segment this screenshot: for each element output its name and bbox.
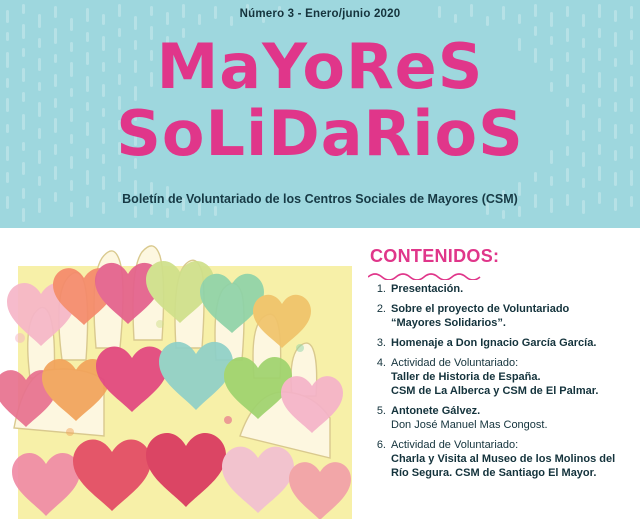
toc-text	[391, 356, 638, 398]
toc-line: Sobre el proyecto de Voluntariado	[391, 303, 570, 315]
lower-section	[0, 228, 640, 519]
wave-divider-icon	[368, 272, 488, 280]
toc-line: Actividad de Voluntariado:	[391, 357, 519, 369]
toc-text	[391, 404, 638, 432]
toc-line: Actividad de Voluntariado:	[391, 439, 519, 451]
toc-line: CSM de La Alberca y CSM de El Palmar.	[391, 385, 599, 397]
toc-number: 3.	[376, 337, 386, 349]
toc-line: Río Segura. CSM de Santiago El Mayor.	[391, 467, 597, 479]
toc-text	[391, 336, 638, 350]
toc-number: 2.	[376, 303, 386, 315]
list-item[interactable]	[366, 438, 638, 480]
toc-line: Presentación.	[391, 283, 464, 295]
toc-line: Charla y Visita al Museo de los Molinos del	[391, 453, 616, 465]
toc-text	[391, 302, 638, 330]
list-item[interactable]	[366, 302, 638, 330]
toc-number: 1.	[376, 283, 386, 295]
toc-line: Don José Manuel Mas Congost.	[391, 419, 548, 431]
masthead-title-line1: MaYoReS	[156, 30, 484, 103]
contents-panel	[352, 228, 640, 519]
toc-line: Taller de Historia de España.	[391, 371, 541, 383]
table-of-contents	[366, 282, 638, 486]
list-item[interactable]	[366, 356, 638, 398]
toc-line: Antonete Gálvez.	[391, 405, 481, 417]
masthead-subtitle: Boletín de Voluntariado de los Centros Sociales de Mayores (CSM)	[122, 192, 518, 206]
toc-line: Homenaje a Don Ignacio García García.	[391, 337, 597, 349]
list-item[interactable]	[366, 282, 638, 296]
issue-number: Número 3 - Enero/junio 2020	[239, 8, 401, 20]
list-item[interactable]	[366, 336, 638, 350]
toc-number: 5.	[376, 405, 386, 417]
contents-heading: CONTENIDOS:	[370, 246, 500, 266]
list-item[interactable]	[366, 404, 638, 432]
header-band	[0, 0, 640, 228]
toc-text	[391, 438, 638, 480]
toc-number: 4.	[376, 357, 386, 369]
hands-hearts-artwork	[0, 228, 352, 519]
toc-text	[391, 282, 638, 296]
cover-illustration	[0, 228, 352, 519]
masthead-title-line2: SoLiDaRioS	[116, 97, 524, 170]
toc-number: 6.	[376, 439, 386, 451]
toc-line: “Mayores Solidarios”.	[391, 317, 506, 329]
